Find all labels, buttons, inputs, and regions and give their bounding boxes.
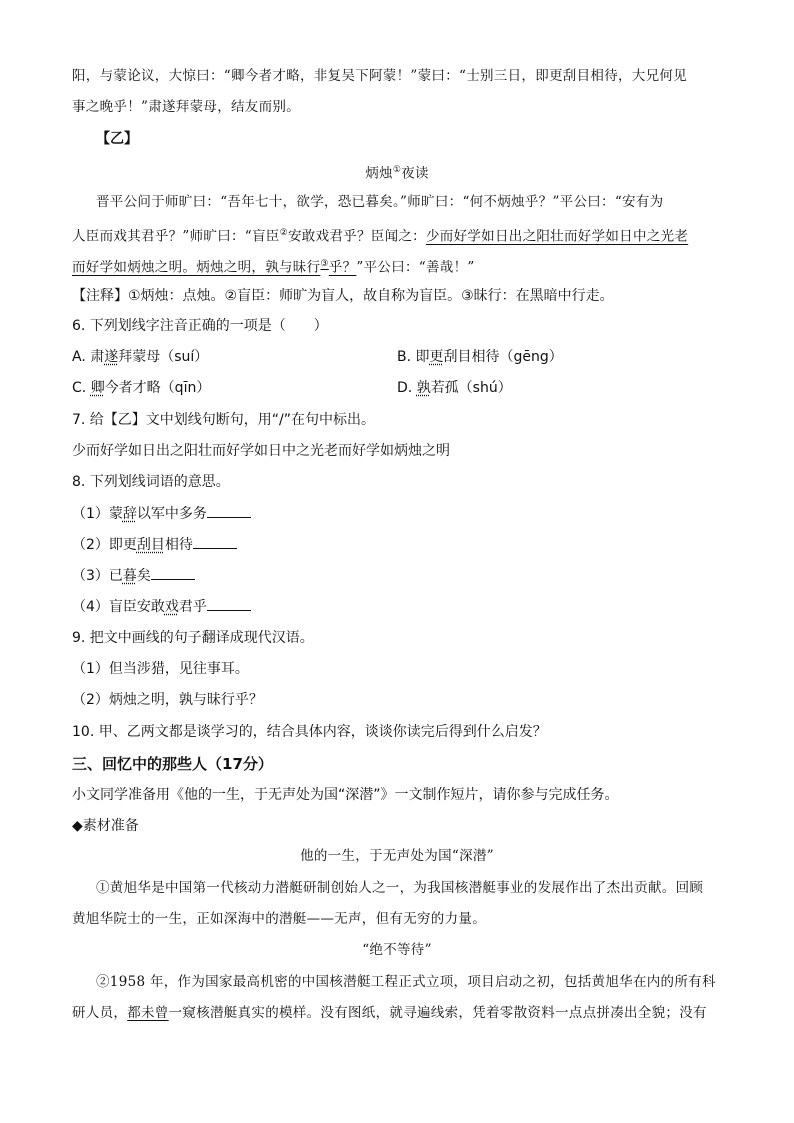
article-para-1-line-2: 黄旭华院士的一生，正如深海中的潜艇——无声，但有无穷的力量。 bbox=[72, 911, 486, 927]
yi-para-line-3: 而好学如炳烛之明。炳烛之明，孰与昧行③乎？”平公曰：“善哉！” bbox=[72, 259, 475, 276]
underlined-sentence: 乎？ bbox=[328, 259, 357, 276]
yi-para-line-2: 人臣而戏其君乎？”师旷曰：“盲臣②安敢戏君乎？臣闻之：少而好学如日出之阳壮而好学如日中之光老 bbox=[72, 228, 689, 245]
article-para-2-line-2: 研人员，都未曾一窥核潜艇真实的模样。没有图纸，就寻遍线索，凭着零散资料一点点拼凑出全貌；没有 bbox=[72, 1005, 707, 1021]
q8-stem: 8. 下列划线词语的意思。 bbox=[72, 474, 230, 490]
q9-item-1: （1）但当涉猎，见往事耳。 bbox=[72, 661, 249, 677]
article-para-1-line-1: ①黄旭华是中国第一代核动力潜艇研制创始人之一，为我国核潜艇事业的发展作出了杰出贡献。回顾 bbox=[96, 880, 704, 896]
article-subtitle: “绝不等待” bbox=[362, 942, 432, 958]
underlined-sentence: 少而好学如日出之阳壮而好学如日中之光老 bbox=[425, 228, 689, 245]
q9-stem: 9. 把文中画线的句子翻译成现代汉语。 bbox=[72, 630, 314, 646]
answer-blank[interactable] bbox=[151, 565, 195, 580]
section-heading: 三、回忆中的那些人（17分） bbox=[72, 755, 273, 773]
q6-option-a: A. 肃遂拜蒙母（suí） bbox=[72, 349, 209, 365]
q6-option-b: B. 即更刮目相待（gēng） bbox=[397, 349, 563, 365]
jia-end-line-1: 阳，与蒙论议，大惊曰：“卿今者才略，非复吴下阿蒙！”蒙曰：“士别三日，即更刮目相待，大兄何见 bbox=[72, 68, 688, 84]
underlined-sentence: 而好学如炳烛之明。炳烛之明，孰与昧行 bbox=[72, 259, 321, 276]
article-title: 他的一生，于无声处为国“深潜” bbox=[300, 848, 494, 864]
q9-item-2: （2）炳烛之明，孰与昧行乎？ bbox=[72, 692, 263, 708]
q10-stem: 10. 甲、乙两文都是谈学习的，结合具体内容，谈谈你读完后得到什么启发？ bbox=[72, 724, 547, 740]
q8-item-4: （4）盲臣安敢戏君乎 bbox=[72, 596, 251, 617]
notes: 【注释】①炳烛：点烛。②盲臣：师旷为盲人，故自称为盲臣。③昧行：在黑暗中行走。 bbox=[72, 288, 614, 304]
q8-item-2: （2）即更刮目相待 bbox=[72, 534, 237, 555]
q6-option-c: C. 卿今者才略（qīn） bbox=[72, 380, 211, 396]
q7-stem: 7. 给【乙】文中划线句断句，用“/”在句中标出。 bbox=[72, 412, 376, 428]
yi-title: 炳烛①夜读 bbox=[365, 165, 429, 182]
section-intro: 小文同学准备用《他的一生，于无声处为国“深潜”》一文制作短片，请你参与完成任务。 bbox=[72, 787, 619, 803]
answer-blank[interactable] bbox=[193, 534, 237, 549]
q8-item-1: （1）蒙辞以军中多务 bbox=[72, 503, 251, 524]
jia-end-line-2: 事之晚乎！”肃遂拜蒙母，结友而别。 bbox=[72, 99, 301, 115]
yi-para-line-1: 晋平公问于师旷曰：“吾年七十，欲学，恐已暮矣。”师旷曰：“何不炳烛乎？”平公曰：“安有为 bbox=[96, 194, 664, 210]
q6-stem: 6. 下列划线字注音正确的一项是（ ） bbox=[72, 318, 328, 334]
q7-sentence: 少而好学如日出之阳壮而好学如日中之光老而好学如炳烛之明 bbox=[72, 443, 450, 459]
answer-blank[interactable] bbox=[207, 596, 251, 611]
q6-option-d: D. 孰若孤（shú） bbox=[397, 380, 512, 396]
yi-label: 【乙】 bbox=[96, 131, 138, 147]
material-label: ◆素材准备 bbox=[72, 818, 139, 834]
q8-item-3: （3）已暮矣 bbox=[72, 565, 195, 586]
article-para-2-line-1: ②1958 年，作为国家最高机密的中国核潜艇工程正式立项，项目启动之初，包括黄旭华在内的所有科 bbox=[96, 974, 716, 990]
answer-blank[interactable] bbox=[207, 503, 251, 518]
